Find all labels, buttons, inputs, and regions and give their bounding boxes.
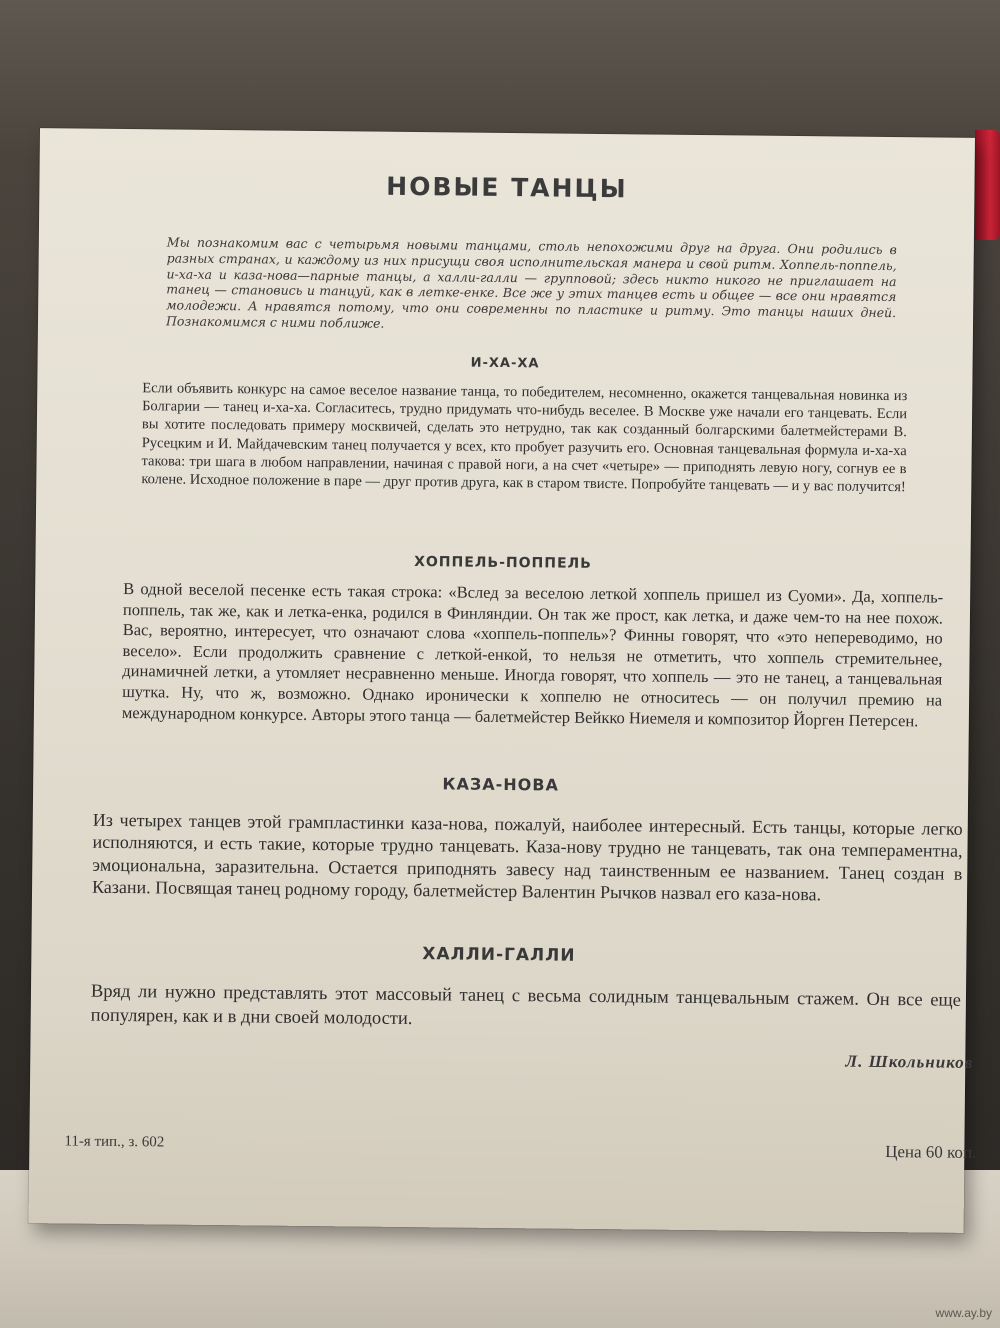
intro-paragraph: Мы познакомим вас с четырьмя новыми танцами, столь непохожими друг на друга. Они родились в разных странах, и каждому из них присущи своя исполнительская манера и свой ритм. Хоппель-поппель, и-ха-ха и каза-нова—парные танцы, а халли-галли — групповой; здесь никто никого не приглашает на танец — становись и танцуй, как в летке-енке. Все же у этих танцев есть и общее — все они нравятся молодежи. А нравятся потому, что они современны по пластике и ритму. Это танцы наших дней. Познакомимся с ними поближе. [165, 234, 897, 331]
section-text-kazanova: Из четырех танцев этой грампластинки каза-нова, пожалуй, наиболее интересный. Есть танцы, которые легко исполняются, и есть такие, которые трудно танцевать. Каза-нову трудно не танцевать, так она темпераментна, эмоциональна, заразительна. Остается приподнять завесу над таинственным ее названием. Танец создан в Казани. Посвящая танец родному городу, балетмейстер Валентин Рычков назвал его каза-нова. [91, 809, 963, 905]
page-content [29, 128, 975, 1233]
section-text-halli: Вряд ли нужно представлять этот массовый танец с весьма солидным танцевальным стажем. Он все еще популярен, как и в дни своей молодости. [90, 981, 962, 1029]
section-text-hoppel: В одной веселой песенке есть такая строка: «Вслед за веселою леткой хоппель пришел из Суоми». Да, хоппель-поппель, так же, как и летка-енка, родился в Финляндии. Он так же прост, как летка, и даже чем-то на нее похож. Вас, вероятно, интересует, что означают слова «хоппель-поппель»? Финны говорят, что «это непереводимо, но весело». Если продолжить сравнение с леткой-енкой, то нельзя не отметить, что хоппель стремительнее, динамичней летки, а утомляет несравненно меньше. Иногда говорят, что хоппель — это не танец, а танцевальная шутка. Ну, что ж, возможно. Однако иронически к хоппелю не относитесь — он получил премию на международном конкурсе. Авторы этого танца — балетмейстер Вейкко Ниемеля и композитор Йорген Петерсен. [121, 579, 944, 730]
record-sleeve-spine [975, 130, 1000, 240]
section-text-ihaha: Если объявить конкурс на самое веселое название танца, то победителем, несомненно, окажется танцевальная новинка из Болгарии — танец и-ха-ха. Согласитесь, трудно придумать что-нибудь веселее. В Москве уже начали его танцевать. Если вы хотите последовать примеру москвичей, сделать это нетрудно, так как созданный болгарскими балетмейстерами В. Русецким и И. Майдачевским танец получается у всех, кто пробует разучить его. Основная танцевальная формула и-ха-ха такова: три шага в любом направлении, начиная с правой ноги, а на счет «четыре» — приподнять левую ногу, согнув ее в колене. Исходное положение в паре — друг против друга, как в старом твисте. Попробуйте танцевать — и у вас получится! [141, 380, 908, 496]
section-heading-kazanova: КАЗА-НОВА [442, 774, 559, 795]
section-heading-hoppel: ХОППЕЛЬ-ПОППЕЛЬ [414, 554, 592, 572]
record-sleeve-page [29, 128, 975, 1233]
section-heading-halli: ХАЛЛИ-ГАЛЛИ [422, 944, 576, 966]
page-title: НОВЫЕ ТАНЦЫ [386, 171, 628, 204]
author-signature: Л. Школьников [845, 1051, 974, 1072]
section-heading-ihaha: И-ХА-ХА [470, 355, 540, 372]
printing-imprint: 11-я тип., з. 602 [64, 1133, 165, 1151]
site-watermark: www.ay.by [935, 1306, 992, 1320]
price-label: Цена 60 коп. [885, 1142, 977, 1162]
